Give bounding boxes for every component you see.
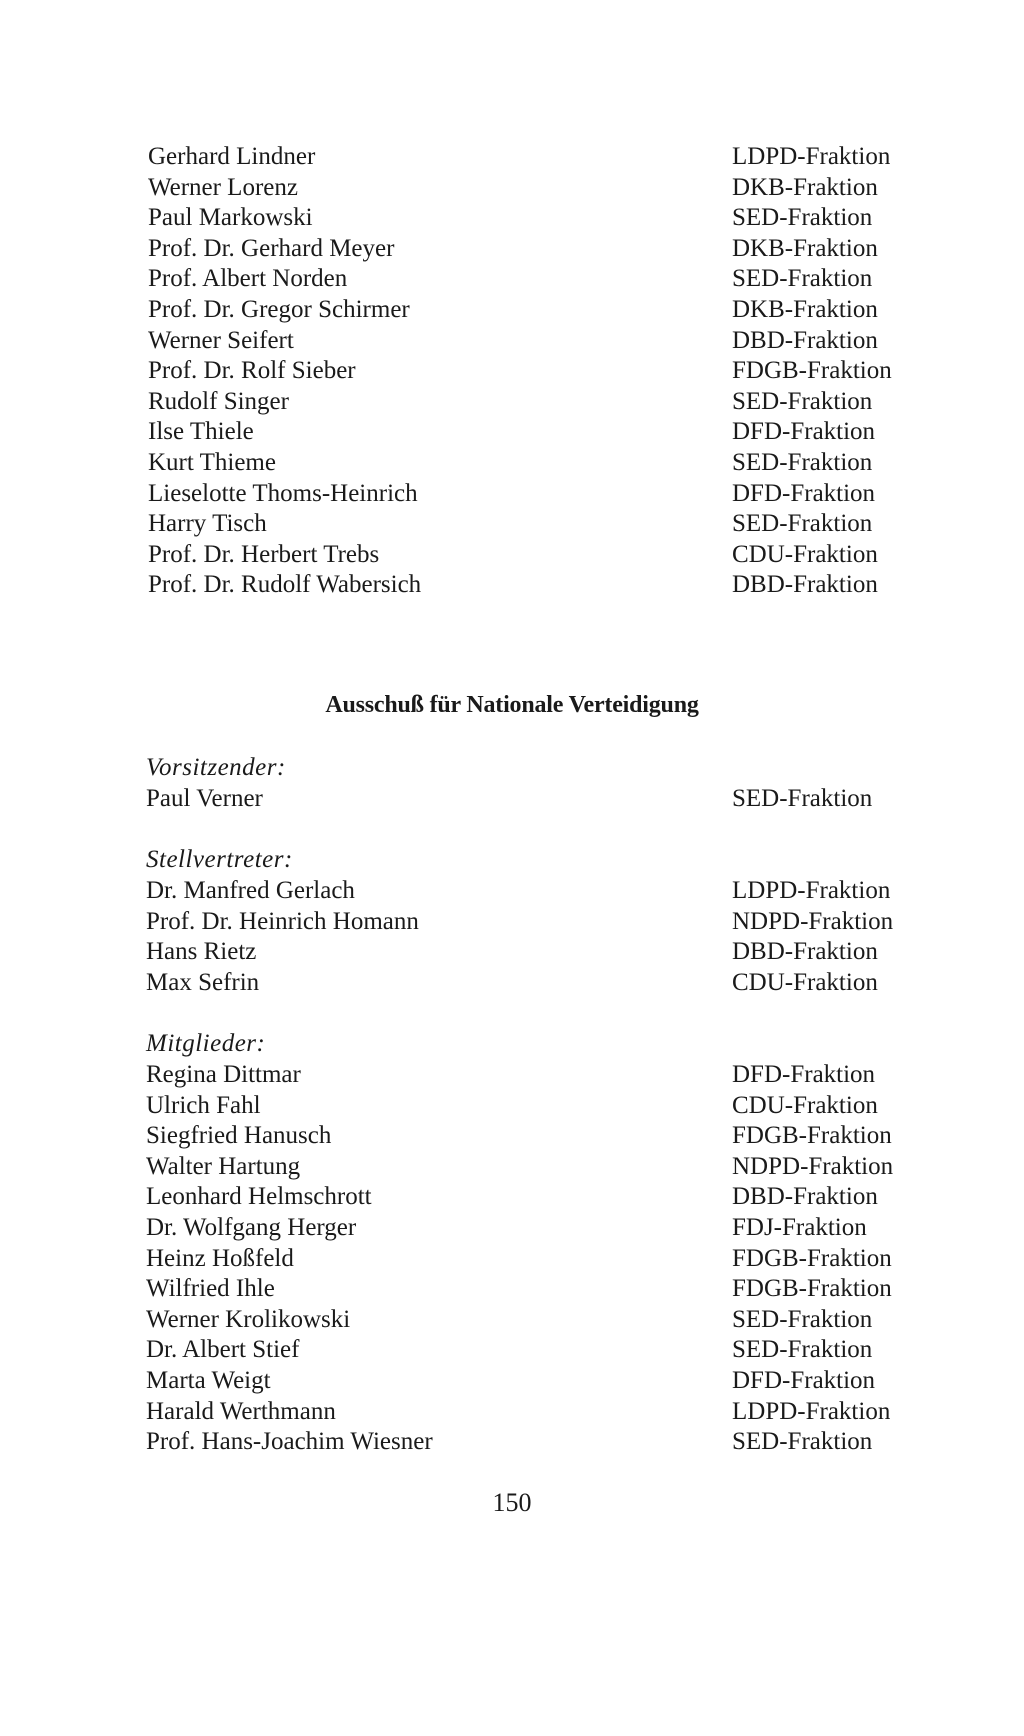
list-item (0, 326, 1024, 357)
member-faction: NDPD-Fraktion (732, 1152, 894, 1180)
member-faction: FDGB-Fraktion (732, 357, 892, 385)
list-item (0, 1091, 1024, 1122)
member-faction: SED-Fraktion (732, 448, 873, 476)
chair-list (0, 784, 1024, 815)
member-faction: FDGB-Fraktion (732, 1122, 892, 1150)
member-name: Dr. Albert Stief (146, 1336, 300, 1364)
member-name: Prof. Albert Norden (148, 265, 348, 293)
member-name: Wilfried Ihle (146, 1275, 275, 1303)
member-faction: DKB-Fraktion (732, 234, 878, 262)
list-item (0, 234, 1024, 265)
member-faction: LDPD-Fraktion (732, 877, 891, 904)
member-faction: FDJ-Fraktion (732, 1213, 867, 1241)
chair-label: Vorsitzender: (146, 754, 286, 781)
member-faction: CDU-Fraktion (732, 540, 878, 568)
member-name: Regina Dittmar (146, 1061, 301, 1088)
member-name: Prof. Dr. Gregor Schirmer (148, 295, 410, 323)
member-name: Paul Markowski (148, 204, 313, 232)
member-name: Siegfried Hanusch (146, 1122, 332, 1150)
deputies-label: Stellvertreter: (146, 846, 293, 873)
member-name: Prof. Dr. Rolf Sieber (148, 357, 356, 385)
member-name: Walter Hartung (146, 1152, 301, 1180)
member-name: Harald Werthmann (146, 1397, 336, 1425)
member-name: Prof. Dr. Gerhard Meyer (148, 234, 395, 262)
member-faction: SED-Fraktion (732, 510, 873, 538)
member-faction: DBD-Fraktion (732, 326, 878, 354)
list-item (0, 1182, 1024, 1213)
member-name: Lieselotte Thoms-Heinrich (148, 479, 418, 507)
member-name: Ilse Thiele (148, 418, 254, 446)
member-name: Dr. Manfred Gerlach (146, 877, 355, 904)
member-faction: SED-Fraktion (732, 204, 873, 232)
member-faction: SED-Fraktion (732, 1428, 873, 1456)
member-faction: SED-Fraktion (732, 785, 873, 812)
member-faction: CDU-Fraktion (732, 968, 878, 996)
member-faction: SED-Fraktion (732, 387, 873, 415)
list-item (0, 1213, 1024, 1244)
list-item (0, 264, 1024, 295)
list-item (0, 417, 1024, 448)
list-item (0, 907, 1024, 938)
member-name: Marta Weigt (146, 1366, 271, 1394)
member-name: Werner Seifert (148, 326, 294, 354)
member-name: Harry Tisch (148, 510, 267, 538)
member-name: Hans Rietz (146, 938, 257, 966)
list-item (0, 1152, 1024, 1183)
list-item (0, 876, 1024, 907)
member-name: Max Sefrin (146, 968, 260, 996)
member-faction: DBD-Fraktion (732, 571, 878, 599)
member-name: Gerhard Lindner (148, 143, 316, 170)
members-list (0, 1060, 1024, 1458)
member-faction: DFD-Fraktion (732, 1061, 876, 1088)
list-item (0, 295, 1024, 326)
member-faction: DBD-Fraktion (732, 1183, 878, 1211)
member-faction: CDU-Fraktion (732, 1091, 878, 1119)
member-faction: FDGB-Fraktion (732, 1275, 892, 1303)
committee-heading: Ausschuß für Nationale Verteidigung (325, 692, 699, 718)
list-item (0, 142, 1024, 173)
list-item (0, 784, 1024, 815)
page-number: 150 (492, 1488, 532, 1517)
member-name: Prof. Dr. Heinrich Homann (146, 907, 419, 935)
member-faction: DFD-Fraktion (732, 1366, 876, 1394)
member-faction: DKB-Fraktion (732, 173, 878, 201)
member-faction: SED-Fraktion (732, 1305, 873, 1333)
member-faction: NDPD-Fraktion (732, 907, 894, 935)
member-name: Kurt Thieme (148, 448, 276, 476)
member-name: Prof. Hans-Joachim Wiesner (146, 1428, 433, 1456)
list-item (0, 937, 1024, 968)
list-item (0, 356, 1024, 387)
list-item (0, 1427, 1024, 1458)
member-name: Werner Krolikowski (146, 1305, 351, 1333)
member-name: Prof. Dr. Rudolf Wabersich (148, 571, 422, 599)
member-faction: DFD-Fraktion (732, 418, 876, 446)
list-item (0, 540, 1024, 571)
member-faction: DFD-Fraktion (732, 479, 876, 507)
list-item (0, 1397, 1024, 1428)
member-faction: DBD-Fraktion (732, 938, 878, 966)
list-item (0, 173, 1024, 204)
member-name: Rudolf Singer (148, 387, 289, 415)
member-faction: SED-Fraktion (732, 1336, 873, 1364)
member-name: Paul Verner (146, 785, 263, 812)
member-faction: LDPD-Fraktion (732, 143, 891, 170)
member-name: Werner Lorenz (148, 173, 298, 201)
members-label: Mitglieder: (146, 1030, 266, 1057)
member-faction: DKB-Fraktion (732, 295, 878, 323)
list-item (0, 1305, 1024, 1336)
list-item (0, 1366, 1024, 1397)
list-item (0, 968, 1024, 999)
list-item (0, 1335, 1024, 1366)
member-name: Ulrich Fahl (146, 1091, 261, 1119)
list-item (0, 203, 1024, 234)
member-name: Dr. Wolfgang Herger (146, 1213, 357, 1241)
member-faction: FDGB-Fraktion (732, 1244, 892, 1272)
list-item (0, 479, 1024, 510)
member-list-continued (0, 142, 1024, 601)
list-item (0, 1060, 1024, 1091)
list-item (0, 448, 1024, 479)
member-faction: SED-Fraktion (732, 265, 873, 293)
list-item (0, 509, 1024, 540)
list-item (0, 1121, 1024, 1152)
list-item (0, 1274, 1024, 1305)
list-item (0, 1244, 1024, 1275)
member-name: Prof. Dr. Herbert Trebs (148, 540, 380, 568)
deputies-list (0, 876, 1024, 998)
member-name: Leonhard Helmschrott (146, 1183, 372, 1211)
list-item (0, 570, 1024, 601)
member-name: Heinz Hoßfeld (146, 1244, 294, 1272)
member-faction: LDPD-Fraktion (732, 1397, 891, 1425)
list-item (0, 387, 1024, 418)
